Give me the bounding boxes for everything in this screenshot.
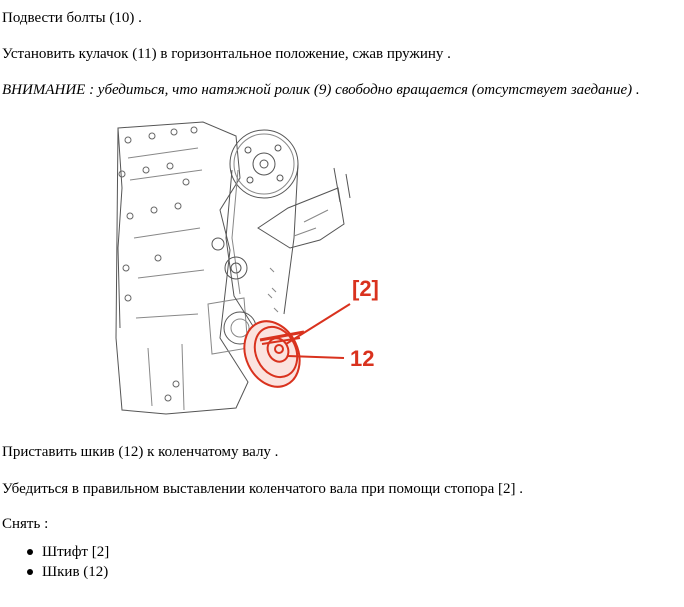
instruction-pulley: Приставить шкив (12) к коленчатому валу . bbox=[2, 444, 279, 460]
engine-drawing bbox=[108, 118, 398, 420]
remove-heading: Снять : bbox=[2, 516, 49, 532]
callout-pulley-label: 12 bbox=[350, 346, 375, 371]
list-item: Шкив (12) bbox=[42, 564, 109, 580]
callout-tool-label: [2] bbox=[352, 276, 379, 301]
remove-list bbox=[0, 542, 109, 582]
instruction-check-crank: Убедиться в правильном выставлении коленчатого вала при помощи стопора [2] . bbox=[2, 481, 524, 497]
list-item: Штифт [2] bbox=[42, 544, 110, 560]
instruction-bolts: Подвести болты (10) . bbox=[2, 10, 142, 26]
engine-timing-illustration bbox=[108, 118, 398, 420]
instruction-cam: Установить кулачок (11) в горизонтальное положение, сжав пружину . bbox=[2, 46, 451, 62]
warning-text: ВНИМАНИЕ : убедиться, что натяжной ролик (9) свободно вращается (отсутствует заедание) . bbox=[2, 82, 640, 98]
